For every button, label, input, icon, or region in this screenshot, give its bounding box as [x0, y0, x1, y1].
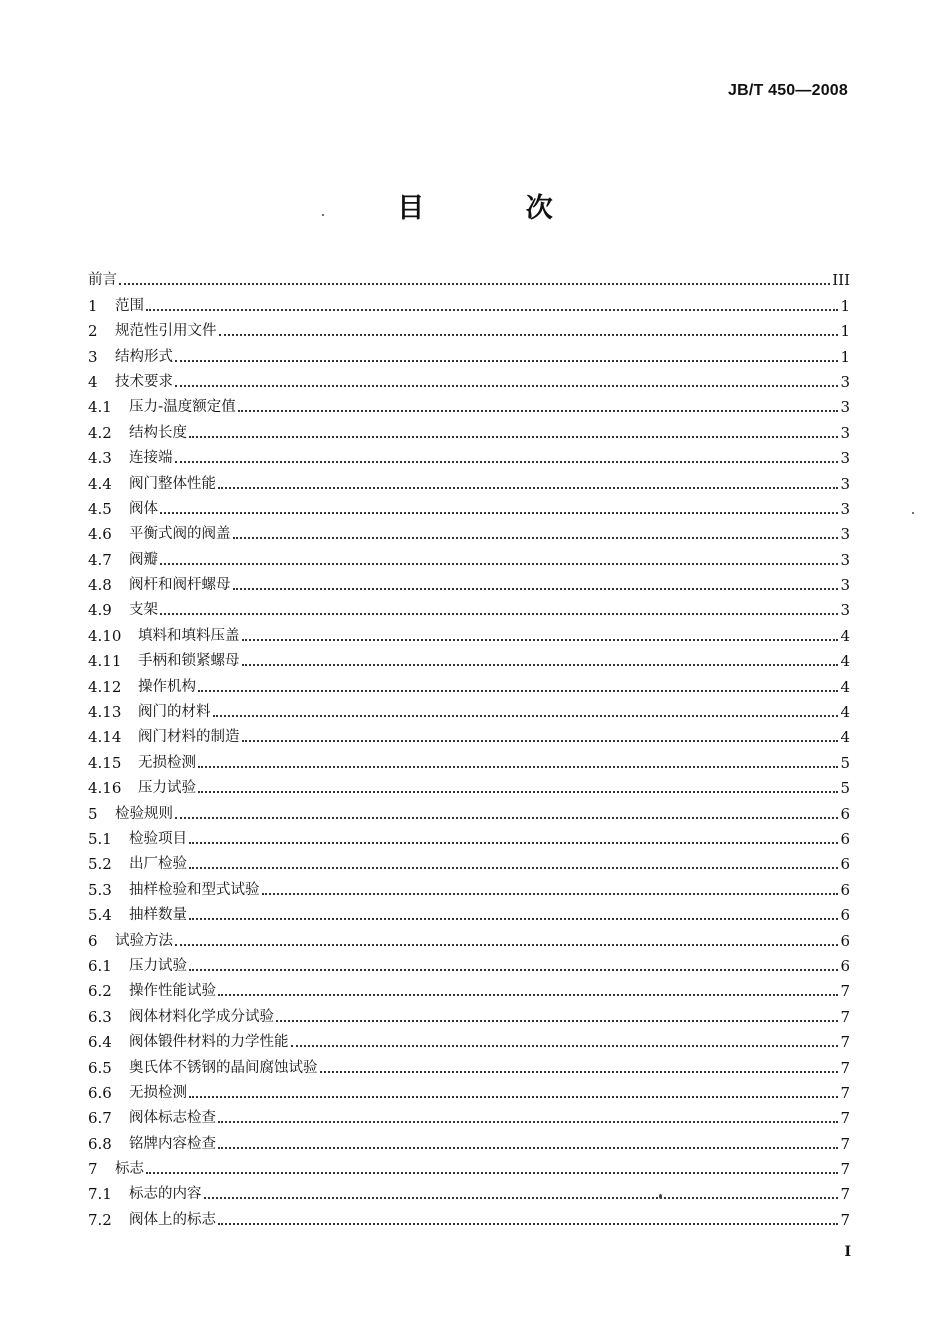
page-title: 目 次 [397, 193, 599, 224]
toc-dot-leader [218, 1120, 838, 1123]
toc-entry-label: 检验项目 [129, 830, 187, 847]
toc-entry-label: 结构长度 [129, 424, 187, 441]
toc-entry[interactable] [88, 1077, 850, 1102]
toc-entry-number: 5.4 [88, 906, 112, 925]
toc-entry-page: 6 [840, 956, 850, 975]
toc-entry-page: 7 [840, 1160, 850, 1179]
toc-entry-number: 6 [88, 931, 98, 950]
toc-entry-number: 4.7 [88, 550, 112, 569]
toc-entry-number: 4.1 [88, 398, 112, 417]
toc-entry-label: 试验方法 [115, 932, 173, 949]
toc-dot-leader [189, 841, 838, 844]
toc-entry-page: 7 [840, 1109, 850, 1128]
toc-dot-leader [198, 790, 838, 793]
toc-entry-label: 无损检测 [138, 754, 196, 771]
toc-entry-number: 7.2 [88, 1210, 112, 1229]
toc-entry[interactable] [88, 746, 850, 771]
toc-entry-number: 4.2 [88, 423, 112, 442]
toc-entry-page: 7 [840, 1210, 850, 1229]
toc-dot-leader [242, 739, 839, 742]
toc-entry[interactable] [88, 315, 850, 340]
toc-dot-leader [189, 917, 838, 920]
toc-dot-leader [189, 968, 838, 971]
toc-entry-number: 2 [88, 322, 98, 341]
toc-entry-page: 7 [840, 1083, 850, 1102]
toc-entry[interactable] [88, 1203, 850, 1228]
toc-entry-label: 阀瓣 [129, 551, 158, 568]
toc-entry-page: 3 [840, 499, 850, 518]
toc-dot-leader [218, 486, 838, 489]
toc-entry-page: 4 [840, 652, 850, 671]
toc-entry-page: 3 [840, 576, 850, 595]
toc-dot-leader [198, 689, 838, 692]
toc-entry-number: 7.1 [88, 1185, 112, 1204]
toc-entry[interactable] [88, 1051, 850, 1076]
toc-entry-label: 平衡式阀的阀盖 [129, 526, 231, 543]
toc-entry[interactable] [88, 1178, 850, 1203]
toc-entry-page: 4 [840, 703, 850, 722]
toc-entry-label: 范围 [115, 297, 144, 314]
toc-entry-label: 阀体锻件材料的力学性能 [129, 1034, 289, 1051]
toc-entry-number: 6.6 [88, 1083, 112, 1102]
toc-entry[interactable] [88, 1127, 850, 1152]
toc-entry-label: 手柄和锁紧螺母 [138, 653, 240, 670]
toc-entry-page: 3 [840, 372, 850, 391]
toc-entry-label: 阀体上的标志 [129, 1211, 216, 1228]
toc-entry-label: 连接端 [129, 450, 173, 467]
toc-entry[interactable] [88, 1102, 850, 1127]
toc-entry-number: 6.1 [88, 956, 112, 975]
toc-entry[interactable] [88, 1153, 850, 1178]
toc-entry[interactable] [88, 518, 850, 543]
toc-entry-label: 检验规则 [115, 805, 173, 822]
toc-entry-page: 5 [840, 779, 850, 798]
table-of-contents [88, 264, 850, 1229]
toc-entry[interactable] [88, 950, 850, 975]
toc-entry-page: 6 [840, 804, 850, 823]
toc-entry-page: 3 [840, 449, 850, 468]
toc-dot-leader [175, 359, 838, 362]
toc-dot-leader [189, 435, 838, 438]
toc-entry-page: 7 [840, 1007, 850, 1026]
toc-entry-page: 7 [840, 982, 850, 1001]
toc-entry-page: 7 [840, 1185, 850, 1204]
toc-entry-label: 抽样数量 [129, 907, 187, 924]
toc-dot-leader [276, 1019, 838, 1022]
toc-entry-label: 压力试验 [138, 780, 196, 797]
toc-entry-page: 3 [840, 525, 850, 544]
toc-entry-number: 7 [88, 1160, 98, 1179]
toc-entry-number: 6.4 [88, 1033, 112, 1052]
toc-entry-label: 阀体材料化学成分试验 [129, 1008, 274, 1025]
toc-entry-label: 标志 [115, 1161, 144, 1178]
toc-entry-page: 3 [840, 550, 850, 569]
toc-entry-page: 4 [840, 677, 850, 696]
toc-entry-label: 结构形式 [115, 348, 173, 365]
toc-entry-page: 3 [840, 601, 850, 620]
toc-entry-number: 6.8 [88, 1134, 112, 1153]
toc-entry-number: 4.15 [88, 753, 122, 772]
toc-dot-leader [146, 1171, 838, 1174]
toc-entry-page: 1 [840, 296, 850, 315]
toc-entry-label: 标志的内容 [129, 1186, 202, 1203]
toc-entry-number: 4.9 [88, 601, 112, 620]
toc-entry-label: 抽样检验和型式试验 [129, 881, 260, 898]
toc-entry-label: 支架 [129, 602, 158, 619]
toc-entry[interactable] [88, 619, 850, 644]
toc-dot-leader [291, 1044, 839, 1047]
toc-dot-leader [218, 993, 838, 996]
toc-dot-leader [218, 1222, 838, 1225]
toc-dot-leader [175, 943, 838, 946]
scan-speck [659, 1194, 662, 1199]
toc-entry-page: 4 [840, 626, 850, 645]
toc-dot-leader [175, 460, 839, 463]
toc-entry-label: 无损检测 [129, 1084, 187, 1101]
toc-entry-page: 4 [840, 728, 850, 747]
toc-entry[interactable] [88, 924, 850, 949]
scan-speck [322, 214, 324, 216]
toc-entry-number: 6.2 [88, 982, 112, 1001]
toc-dot-leader [146, 308, 838, 311]
toc-dot-leader [160, 612, 838, 615]
toc-entry-page: 6 [840, 906, 850, 925]
toc-dot-leader [204, 1196, 839, 1199]
toc-dot-leader [189, 1095, 838, 1098]
toc-entry-page: III [832, 271, 850, 290]
toc-entry[interactable] [88, 493, 850, 518]
toc-dot-leader [233, 536, 839, 539]
toc-entry-number: 4.10 [88, 626, 122, 645]
toc-entry[interactable] [88, 289, 850, 314]
toc-entry[interactable] [88, 340, 850, 365]
toc-entry-label: 压力试验 [129, 957, 187, 974]
toc-entry-label: 前言 [88, 272, 117, 289]
toc-entry[interactable] [88, 1026, 850, 1051]
toc-entry-number: 4.16 [88, 779, 122, 798]
toc-entry-label: 压力-温度额定值 [129, 399, 236, 416]
toc-entry-page: 7 [840, 1058, 850, 1077]
toc-dot-leader [320, 1070, 839, 1073]
toc-entry-page: 3 [840, 398, 850, 417]
toc-entry[interactable] [88, 670, 850, 695]
toc-entry-number: 6.5 [88, 1058, 112, 1077]
toc-entry[interactable] [88, 442, 850, 467]
toc-entry-number: 4.13 [88, 703, 122, 722]
toc-entry-page: 7 [840, 1134, 850, 1153]
toc-entry-number: 4.3 [88, 449, 112, 468]
toc-entry-number: 1 [88, 296, 98, 315]
toc-entry-page: 3 [840, 474, 850, 493]
toc-entry-number: 4.4 [88, 474, 112, 493]
toc-entry-label: 奥氏体不锈钢的晶间腐蚀试验 [129, 1059, 318, 1076]
toc-entry-page: 6 [840, 829, 850, 848]
toc-entry-page: 7 [840, 1033, 850, 1052]
toc-dot-leader [175, 816, 838, 819]
toc-entry-page: 1 [840, 322, 850, 341]
toc-dot-leader [160, 562, 838, 565]
toc-dot-leader [242, 638, 839, 641]
toc-entry-label: 技术要求 [115, 373, 173, 390]
toc-dot-leader [189, 866, 838, 869]
toc-entry-label: 规范性引用文件 [115, 323, 217, 340]
toc-entry-number: 5.3 [88, 880, 112, 899]
toc-entry-number: 5.2 [88, 855, 112, 874]
toc-entry-number: 4.12 [88, 677, 122, 696]
toc-entry-number: 6.7 [88, 1109, 112, 1128]
toc-dot-leader [160, 511, 838, 514]
toc-dot-leader [198, 765, 838, 768]
page-number: I [844, 1244, 851, 1260]
toc-entry-label: 阀门材料的制造 [138, 729, 240, 746]
toc-entry[interactable] [88, 848, 850, 873]
toc-dot-leader [233, 587, 839, 590]
toc-dot-leader [119, 282, 830, 285]
toc-entry-page: 6 [840, 855, 850, 874]
toc-dot-leader [213, 714, 839, 717]
toc-dot-leader [219, 333, 839, 336]
toc-entry[interactable] [88, 391, 850, 416]
toc-entry-number: 4 [88, 372, 98, 391]
toc-entry[interactable] [88, 823, 850, 848]
toc-entry-label: 阀门整体性能 [129, 475, 216, 492]
toc-entry-number: 5 [88, 804, 98, 823]
toc-entry[interactable] [88, 975, 850, 1000]
standard-code: JB/T 450—2008 [727, 82, 848, 99]
toc-dot-leader [262, 892, 839, 895]
toc-entry-label: 操作机构 [138, 678, 196, 695]
toc-entry-page: 3 [840, 423, 850, 442]
toc-entry-page: 6 [840, 931, 850, 950]
toc-entry-label: 阀体 [129, 500, 158, 517]
toc-entry[interactable] [88, 264, 850, 289]
toc-entry[interactable] [88, 569, 850, 594]
toc-entry-label: 阀杆和阀杆螺母 [129, 577, 231, 594]
toc-entry[interactable] [88, 543, 850, 568]
toc-entry[interactable] [88, 797, 850, 822]
toc-entry-number: 4.8 [88, 576, 112, 595]
toc-entry-number: 3 [88, 347, 98, 366]
toc-entry[interactable] [88, 1000, 850, 1025]
toc-entry-number: 4.14 [88, 728, 122, 747]
toc-entry[interactable] [88, 594, 850, 619]
toc-entry[interactable] [88, 772, 850, 797]
toc-entry[interactable] [88, 467, 850, 492]
toc-entry[interactable] [88, 873, 850, 898]
scan-speck [912, 512, 914, 514]
toc-entry[interactable] [88, 645, 850, 670]
toc-dot-leader [238, 409, 839, 412]
toc-entry-number: 4.11 [88, 652, 122, 671]
toc-entry-number: 4.6 [88, 525, 112, 544]
toc-entry[interactable] [88, 366, 850, 391]
toc-entry-label: 出厂检验 [129, 856, 187, 873]
toc-entry[interactable] [88, 721, 850, 746]
toc-entry-label: 阀体标志检查 [129, 1110, 216, 1127]
toc-entry-label: 填料和填料压盖 [138, 627, 240, 644]
toc-dot-leader [218, 1146, 838, 1149]
toc-entry[interactable] [88, 899, 850, 924]
toc-entry-page: 6 [840, 880, 850, 899]
toc-entry-label: 操作性能试验 [129, 983, 216, 1000]
toc-entry[interactable] [88, 416, 850, 441]
toc-entry-label: 阀门的材料 [138, 704, 211, 721]
toc-dot-leader [242, 663, 839, 666]
toc-entry-page: 1 [840, 347, 850, 366]
toc-entry[interactable] [88, 696, 850, 721]
toc-entry-number: 5.1 [88, 829, 112, 848]
toc-entry-number: 6.3 [88, 1007, 112, 1026]
toc-entry-page: 5 [840, 753, 850, 772]
toc-entry-label: 铭牌内容检查 [129, 1135, 216, 1152]
toc-entry-number: 4.5 [88, 499, 112, 518]
toc-dot-leader [175, 384, 838, 387]
